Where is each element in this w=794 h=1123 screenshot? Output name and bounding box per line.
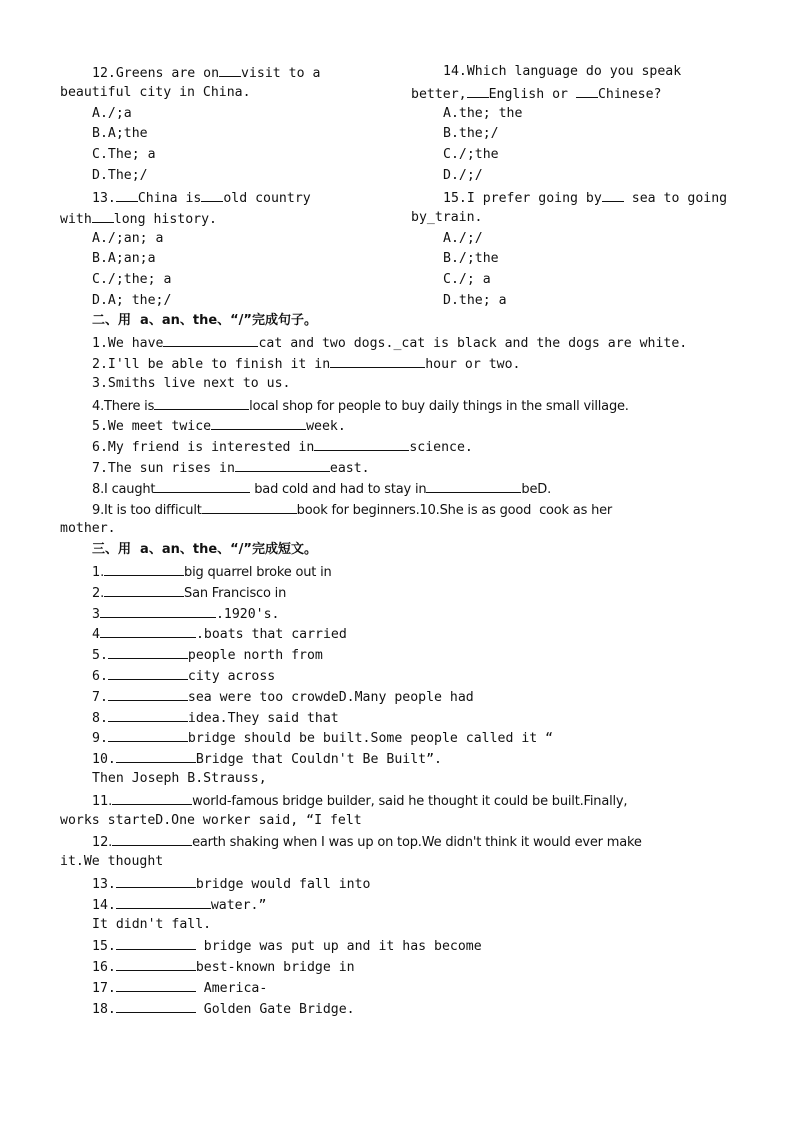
q14-option-c: C./;the — [443, 147, 499, 162]
s3-item-14-cont: It didn't fall. — [92, 917, 212, 932]
s2-sentence-8 — [92, 480, 551, 498]
s2-6-text: 6.My friend is interested in — [92, 440, 315, 455]
s3-text: Bridge that Couldn't Be Built”. — [195, 752, 442, 767]
s2-4-text: 4.There is — [92, 399, 155, 414]
s3-num: 10. — [92, 752, 116, 767]
q14-line2 — [411, 85, 662, 103]
s3-num: 1. — [92, 565, 105, 580]
blank — [154, 397, 249, 410]
s2-2-text: 2.I'll be able to finish it in — [92, 357, 331, 372]
blank — [576, 85, 598, 98]
s3-text: .boats that carried — [195, 627, 347, 642]
s3-item-8 — [92, 709, 339, 727]
q15-text: 15.I prefer going by — [443, 191, 602, 206]
s3-num: 9. — [92, 731, 108, 746]
s3-text: bridge would fall into — [195, 877, 371, 892]
s3-item-11-cont: works starteD.One worker said, “I felt — [60, 813, 362, 828]
s3-text: world-famous bridge builder, said he thought it could be built.Finally, — [192, 794, 628, 809]
q13-line2 — [60, 210, 217, 228]
s3-item-12-cont: it.We thought — [60, 854, 164, 869]
s3-item-4 — [92, 625, 347, 643]
blank — [116, 937, 196, 950]
s2-8-text-3: beD. — [521, 482, 552, 497]
blank — [100, 605, 216, 618]
blank — [112, 792, 192, 805]
s2-8-text-2: bad cold and had to stay in — [250, 482, 427, 497]
s3-item-10-cont: Then Joseph B.Strauss, — [92, 771, 267, 786]
q14-line1: 14.Which language do you speak — [443, 64, 682, 79]
blank — [602, 189, 624, 202]
q13-num: 13. — [92, 191, 116, 206]
q15-option-a: A./;/ — [443, 231, 483, 246]
s3-item-14 — [92, 896, 266, 914]
s3-num: 4 — [92, 627, 100, 642]
q12-line2: beautiful city in China. — [60, 85, 251, 100]
s2-7-text: 7.The sun rises in — [92, 461, 235, 476]
q14-option-b: B.the;/ — [443, 126, 499, 141]
s3-item-15 — [92, 937, 482, 955]
s2-2-text-2: hour or two. — [425, 357, 521, 372]
q14-text-2: English or — [488, 87, 568, 102]
s3-text: earth shaking when I was up on top.We didn't think it would ever make — [192, 835, 642, 850]
s3-text: bridge was put up and it has become — [195, 939, 482, 954]
q12-option-a: A./;a — [92, 106, 132, 121]
s2-5-text: 5.We meet twice — [92, 419, 212, 434]
s3-text: bridge should be built.Some people called it “ — [187, 731, 554, 746]
q12-line1 — [92, 64, 320, 82]
s2-sentence-4 — [92, 397, 629, 415]
s3-num: 14. — [92, 898, 116, 913]
blank — [116, 1000, 196, 1013]
s3-item-17 — [92, 979, 267, 997]
blank — [467, 85, 489, 98]
q12-option-d: D.The;/ — [92, 168, 148, 183]
s3-item-7 — [92, 688, 474, 706]
blank — [202, 501, 297, 514]
s2-9-text-2: book for beginners.10.She is as good cook as her — [296, 503, 613, 518]
s2-6-text-2: science. — [409, 440, 473, 455]
s3-item-13 — [92, 875, 371, 893]
q15-option-c: C./; a — [443, 272, 491, 287]
q13-line1 — [92, 189, 311, 207]
q13-option-c: C./;the; a — [92, 272, 172, 287]
s3-num: 12. — [92, 835, 113, 850]
q13-text-3: with — [60, 212, 92, 227]
blank — [163, 334, 258, 347]
blank — [201, 189, 223, 202]
q12-option-b: B.A;the — [92, 126, 148, 141]
blank — [426, 480, 521, 493]
s3-text: water.” — [210, 898, 267, 913]
s2-sentence-9-cont: mother. — [60, 521, 116, 536]
q13-option-a: A./;an; a — [92, 231, 164, 246]
q13-text: China is — [137, 191, 202, 206]
q15-text-2: sea to going — [631, 191, 728, 206]
q14-option-a: A.the; the — [443, 106, 523, 121]
s2-sentence-2 — [92, 355, 520, 373]
blank — [108, 688, 188, 701]
blank — [108, 709, 188, 722]
s3-text: best-known bridge in — [195, 960, 355, 975]
q15-line2: by_train. — [411, 210, 483, 225]
blank — [155, 480, 250, 493]
s3-text: people north from — [187, 648, 323, 663]
s2-1-text: 1.We have — [92, 336, 164, 351]
s3-num: 16. — [92, 960, 116, 975]
s2-sentence-3: 3.Smiths live next to us. — [92, 376, 291, 391]
s3-item-9 — [92, 729, 553, 747]
section-2-heading: 二、用 a、an、the、“/”完成句子。 — [92, 313, 317, 328]
s3-num: 7. — [92, 690, 108, 705]
s3-text: America- — [195, 981, 268, 996]
s3-item-5 — [92, 646, 323, 664]
blank — [235, 459, 330, 472]
s3-text: San Francisco in — [184, 586, 287, 601]
s3-item-12 — [92, 833, 642, 851]
blank — [330, 355, 425, 368]
blank — [92, 210, 114, 223]
s3-text: city across — [187, 669, 276, 684]
s3-item-6 — [92, 667, 275, 685]
q12-text-2: visit to a — [241, 66, 321, 81]
s3-item-1 — [92, 563, 332, 581]
blank — [116, 750, 196, 763]
section-3-heading: 三、用 a、an、the、“/”完成短文。 — [92, 542, 317, 557]
s3-item-3 — [92, 605, 279, 623]
blank — [108, 667, 188, 680]
s3-num: 6. — [92, 669, 108, 684]
s2-4-text-2: local shop for people to buy daily things in the small village. — [249, 399, 629, 414]
blank — [116, 979, 196, 992]
s2-8-text: 8.I caught — [92, 482, 156, 497]
blank — [116, 958, 196, 971]
s2-sentence-5 — [92, 417, 346, 435]
s3-num: 3 — [92, 607, 100, 622]
q13-text-4: long history. — [113, 212, 217, 227]
q15-option-b: B./;the — [443, 251, 499, 266]
s2-sentence-6 — [92, 438, 473, 456]
q14-text: better, — [411, 87, 467, 102]
blank — [104, 584, 184, 597]
blank — [116, 896, 211, 909]
s3-num: 13. — [92, 877, 116, 892]
blank — [108, 729, 188, 742]
s2-sentence-7 — [92, 459, 370, 477]
blank — [116, 875, 196, 888]
s3-num: 2. — [92, 586, 105, 601]
s3-text: sea were too crowdeD.Many people had — [187, 690, 474, 705]
s3-num: 11. — [92, 794, 113, 809]
s3-num: 18. — [92, 1002, 116, 1017]
q14-text-3: Chinese? — [597, 87, 662, 102]
s2-sentence-1 — [92, 334, 687, 352]
s3-num: 8. — [92, 711, 108, 726]
s3-num: 17. — [92, 981, 116, 996]
s3-item-2 — [92, 584, 286, 602]
q14-option-d: D./;/ — [443, 168, 483, 183]
s2-9-text: 9.It is too difficult — [92, 503, 202, 518]
s3-text: idea.They said that — [187, 711, 339, 726]
blank — [108, 646, 188, 659]
s3-text: big quarrel broke out in — [184, 565, 332, 580]
blank — [116, 189, 138, 202]
blank — [100, 625, 196, 638]
s3-item-18 — [92, 1000, 355, 1018]
s3-item-16 — [92, 958, 355, 976]
s3-text: .1920's. — [215, 607, 280, 622]
blank — [112, 833, 192, 846]
q12-option-c: C.The; a — [92, 147, 156, 162]
blank — [104, 563, 184, 576]
q13-option-d: D.A; the;/ — [92, 293, 172, 308]
s3-item-11 — [92, 792, 627, 810]
blank — [219, 64, 241, 77]
q13-option-b: B.A;an;a — [92, 251, 156, 266]
q13-text-2: old country — [223, 191, 311, 206]
s3-text: Golden Gate Bridge. — [195, 1002, 355, 1017]
s3-item-10 — [92, 750, 442, 768]
s2-5-text-2: week. — [306, 419, 346, 434]
s3-num: 5. — [92, 648, 108, 663]
s2-sentence-9 — [92, 501, 612, 519]
q15-option-d: D.the; a — [443, 293, 507, 308]
q12-text: 12.Greens are on — [92, 66, 220, 81]
blank — [314, 438, 409, 451]
q15-line1 — [443, 189, 727, 207]
blank — [211, 417, 306, 430]
s2-1-text-2: cat and two dogs._cat is black and the dogs are white. — [258, 336, 688, 351]
s2-7-text-2: east. — [329, 461, 370, 476]
s3-num: 15. — [92, 939, 116, 954]
